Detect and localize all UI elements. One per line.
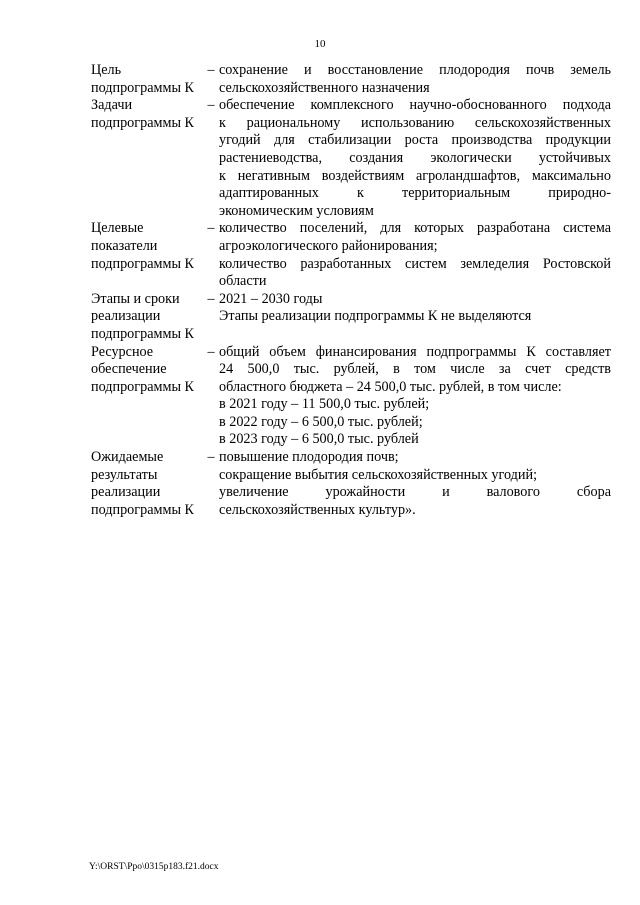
content-paragraph — [219, 97, 611, 220]
row-label — [91, 220, 203, 273]
content-paragraph — [219, 449, 611, 467]
content-paragraph — [219, 467, 611, 485]
passport-row — [91, 449, 611, 519]
content-paragraph — [219, 220, 611, 255]
row-label-line: реализации — [91, 484, 161, 501]
content-paragraph — [219, 484, 611, 519]
content-line: в 2023 году – 6 500,0 тыс. рублей — [219, 431, 419, 448]
content-line: сельскохозяйственных культур». — [219, 501, 416, 518]
content-line: к негативным воздействиям агроландшафтов, максимально — [219, 167, 611, 184]
content-paragraph — [219, 344, 611, 397]
row-label-line: результаты — [91, 466, 158, 483]
content-line: обеспечение комплексного научно-обоснованного подхода — [219, 97, 611, 114]
content-line: в 2022 году – 6 500,0 тыс. рублей; — [219, 413, 423, 430]
passport-row — [91, 344, 611, 450]
row-dash: – — [207, 290, 215, 307]
row-label — [91, 97, 203, 132]
row-content — [219, 62, 611, 97]
content-line: угодий для стабилизации роста производства продукции — [219, 132, 611, 149]
row-label — [91, 449, 203, 519]
content-line: Этапы реализации подпрограммы К не выделяются — [219, 308, 532, 325]
content-line: 24 500,0 тыс. рублей, в том числе за счет средств — [219, 361, 611, 378]
content-line: общий объем финансирования подпрограммы К составляет — [219, 343, 611, 360]
content-paragraph — [219, 291, 611, 309]
content-paragraph — [219, 396, 611, 414]
content-paragraph — [219, 256, 611, 291]
row-content — [219, 344, 611, 450]
content-paragraph — [219, 308, 611, 326]
passport-row — [91, 62, 611, 97]
row-label — [91, 62, 203, 97]
row-dash: – — [207, 62, 215, 78]
row-label-line: подпрограммы К — [91, 325, 194, 342]
content-line: растениеводства, создания экологически устойчивых — [219, 149, 611, 166]
passport-row — [91, 220, 611, 290]
content-line: 2021 – 2030 годы — [219, 290, 323, 307]
content-line: количество разработанных систем земледелия Ростовской — [219, 255, 611, 272]
row-label-line: Этапы и сроки — [91, 290, 180, 307]
passport-row — [91, 291, 611, 344]
row-dash: – — [207, 220, 215, 237]
row-label-line: подпрограммы К — [91, 79, 194, 96]
row-dash: – — [207, 449, 215, 466]
content-line: адаптированных к территориальным природно- — [219, 185, 611, 202]
content-paragraph — [219, 62, 611, 97]
row-content — [219, 97, 611, 220]
row-label-line: подпрограммы К — [91, 378, 194, 395]
row-label-line: Цель — [91, 62, 122, 78]
content-line: в 2021 году – 11 500,0 тыс. рублей; — [219, 396, 430, 413]
row-label-line: Ожидаемые — [91, 449, 164, 466]
row-label-line: Задачи — [91, 97, 133, 114]
row-label — [91, 291, 203, 344]
content-paragraph — [219, 431, 611, 449]
row-dash: – — [207, 97, 215, 114]
row-content — [219, 220, 611, 290]
page-number: 10 — [314, 38, 326, 50]
row-label-line: Целевые — [91, 220, 144, 237]
row-label-line: реализации — [91, 308, 161, 325]
subprogram-passport — [91, 62, 611, 519]
row-content — [219, 291, 611, 326]
passport-row — [91, 97, 611, 220]
content-line: агроэкологического районирования; — [219, 237, 438, 254]
row-content — [219, 449, 611, 519]
row-label-line: Ресурсное — [91, 343, 154, 360]
file-path-footer: Y:\ORST\Ppo\0315p183.f21.docx — [89, 862, 219, 872]
row-label-line: подпрограммы К — [91, 114, 194, 131]
row-label-line: показатели — [91, 237, 158, 254]
content-line: сохранение и восстановление плодородия почв земель — [219, 62, 611, 78]
row-label-line: обеспечение — [91, 361, 167, 378]
content-line: областного бюджета – 24 500,0 тыс. рублей, в том числе: — [219, 378, 562, 395]
row-dash: – — [207, 343, 215, 360]
row-label — [91, 344, 203, 397]
content-line: экономическим условиям — [219, 202, 374, 219]
content-line: сокращение выбытия сельскохозяйственных угодий; — [219, 466, 538, 483]
row-label-line: подпрограммы К — [91, 255, 194, 272]
content-line: увеличение урожайности и валового сбора — [219, 484, 611, 501]
content-line: повышение плодородия почв; — [219, 449, 399, 466]
row-label-line: подпрограммы К — [91, 501, 194, 518]
content-line: сельскохозяйственного назначения — [219, 79, 430, 96]
content-paragraph — [219, 414, 611, 432]
content-line: области — [219, 273, 267, 290]
content-line: к рациональному использованию сельскохозяйственных — [219, 114, 611, 131]
content-line: количество поселений, для которых разработана система — [219, 220, 611, 237]
